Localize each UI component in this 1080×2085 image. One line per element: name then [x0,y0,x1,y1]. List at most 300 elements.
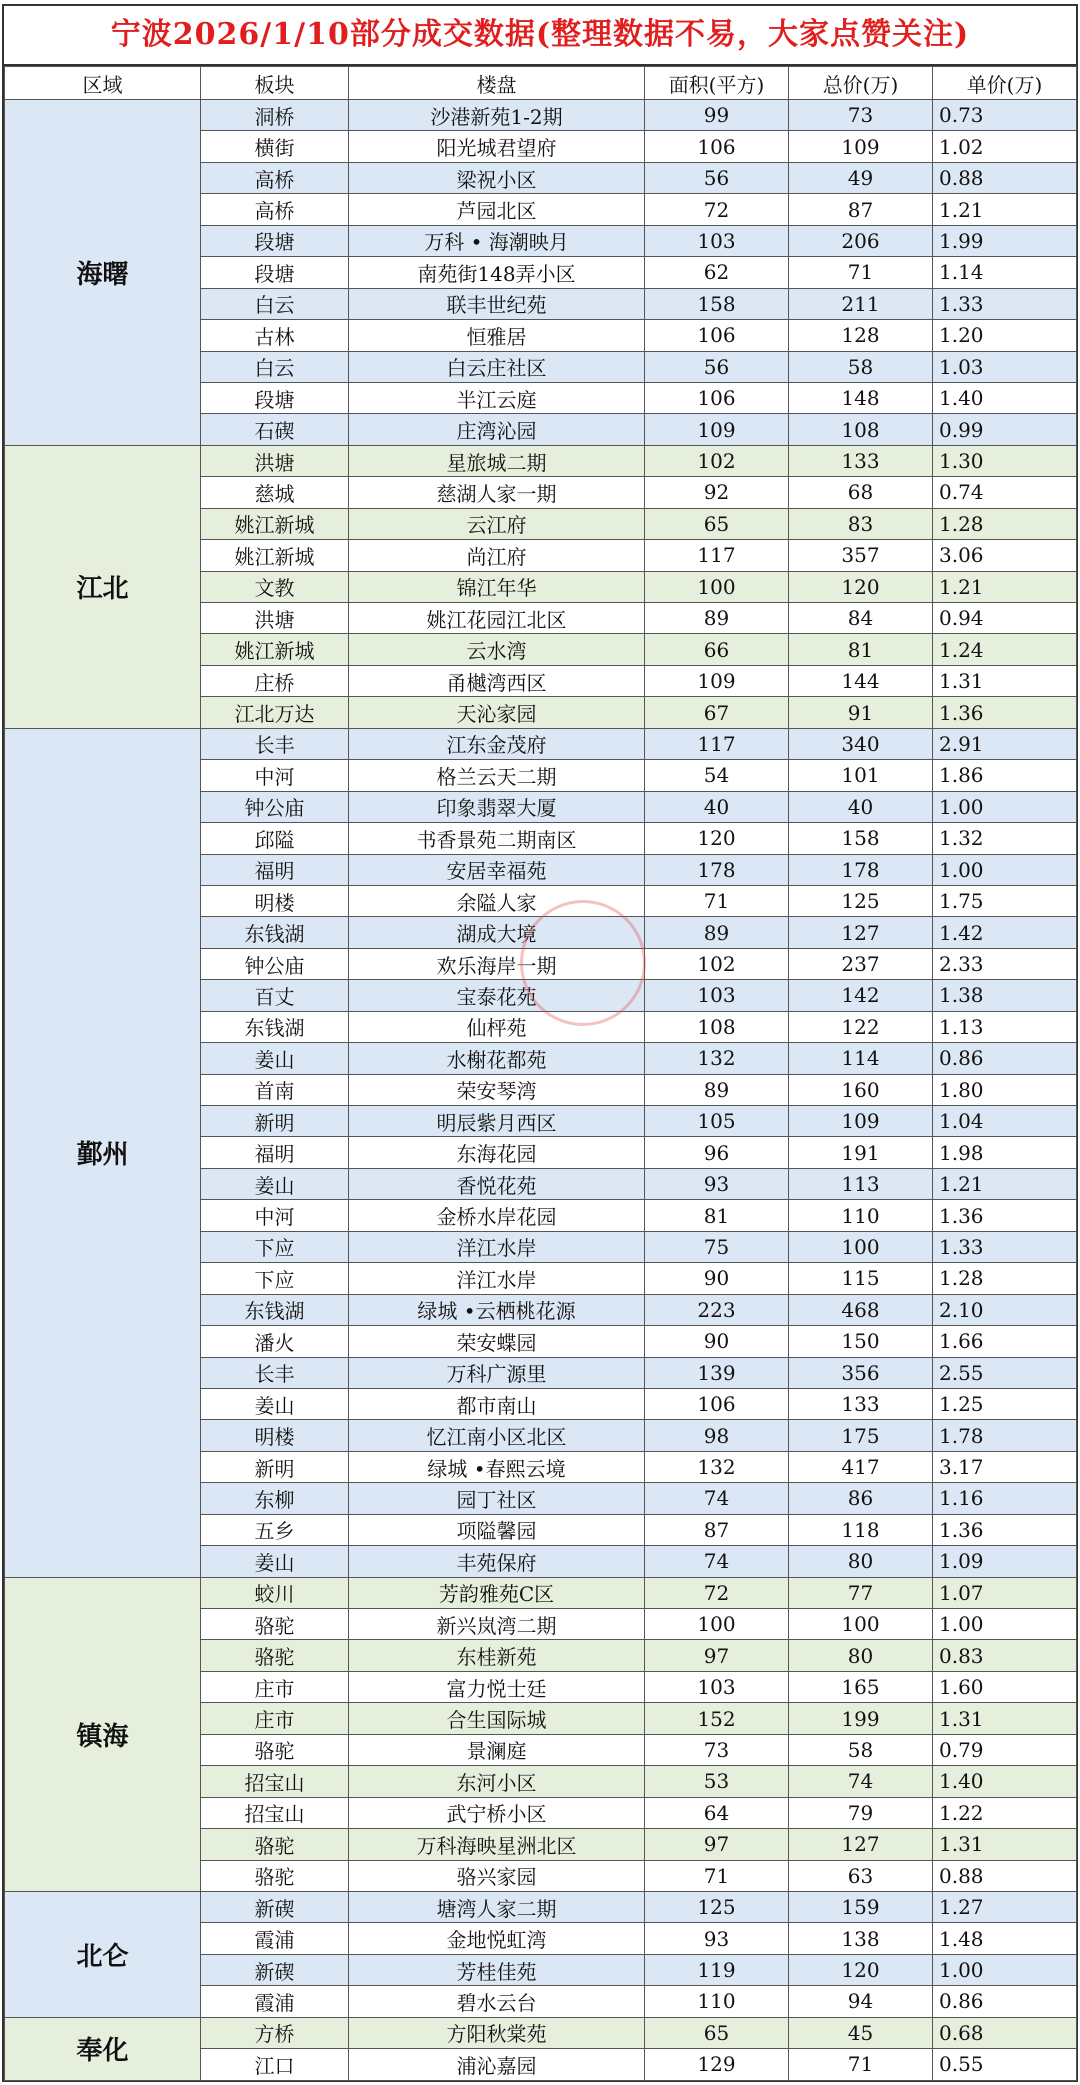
total-price-cell: 115 [789,1263,933,1294]
area-cell: 106 [645,131,789,162]
area-cell: 125 [645,1891,789,1922]
area-cell: 105 [645,1106,789,1137]
unit-price-cell: 0.83 [933,1640,1077,1671]
estate-cell: 绿城 •春熙云境 [349,1451,645,1482]
total-price-cell: 80 [789,1546,933,1577]
unit-price-cell: 1.20 [933,320,1077,351]
unit-price-cell: 3.06 [933,540,1077,571]
area-cell: 56 [645,162,789,193]
area-cell: 119 [645,1954,789,1985]
unit-price-cell: 1.33 [933,1231,1077,1262]
total-price-cell: 58 [789,351,933,382]
estate-cell: 明辰紫月西区 [349,1106,645,1137]
block-cell: 潘火 [201,1326,349,1357]
block-cell: 白云 [201,351,349,382]
total-price-cell: 237 [789,948,933,979]
block-cell: 骆驼 [201,1860,349,1891]
block-cell: 江北万达 [201,697,349,728]
estate-cell: 安居幸福苑 [349,854,645,885]
area-cell: 72 [645,1577,789,1608]
block-cell: 骆驼 [201,1734,349,1765]
estate-cell: 武宁桥小区 [349,1797,645,1828]
total-price-cell: 357 [789,540,933,571]
unit-price-cell: 1.21 [933,571,1077,602]
estate-cell: 洋江水岸 [349,1231,645,1262]
block-cell: 庄桥 [201,665,349,696]
total-price-cell: 468 [789,1294,933,1325]
area-cell: 62 [645,257,789,288]
block-cell: 东钱湖 [201,1011,349,1042]
area-cell: 102 [645,445,789,476]
header-region: 区域 [5,67,201,100]
block-cell: 骆驼 [201,1829,349,1860]
total-price-cell: 133 [789,1388,933,1419]
unit-price-cell: 1.31 [933,665,1077,696]
table-row [5,2017,1077,2048]
area-cell: 74 [645,1483,789,1514]
block-cell: 东柳 [201,1483,349,1514]
total-price-cell: 159 [789,1891,933,1922]
unit-price-cell: 1.66 [933,1326,1077,1357]
total-price-cell: 77 [789,1577,933,1608]
block-cell: 文教 [201,571,349,602]
total-price-cell: 118 [789,1514,933,1545]
unit-price-cell: 1.16 [933,1483,1077,1514]
total-price-cell: 79 [789,1797,933,1828]
unit-price-cell: 1.42 [933,917,1077,948]
area-cell: 81 [645,1200,789,1231]
estate-cell: 万科海映星洲北区 [349,1829,645,1860]
total-price-cell: 114 [789,1043,933,1074]
estate-cell: 洋江水岸 [349,1263,645,1294]
area-cell: 106 [645,1388,789,1419]
block-cell: 骆驼 [201,1609,349,1640]
area-cell: 109 [645,414,789,445]
block-cell: 中河 [201,760,349,791]
area-cell: 92 [645,477,789,508]
unit-price-cell: 1.21 [933,1168,1077,1199]
block-cell: 百丈 [201,980,349,1011]
unit-price-cell: 1.13 [933,1011,1077,1042]
area-cell: 89 [645,1074,789,1105]
total-price-cell: 133 [789,445,933,476]
unit-price-cell: 2.55 [933,1357,1077,1388]
unit-price-cell: 1.04 [933,1106,1077,1137]
transaction-table [4,66,1077,2081]
block-cell: 新明 [201,1106,349,1137]
total-price-cell: 80 [789,1640,933,1671]
area-cell: 100 [645,1609,789,1640]
block-cell: 招宝山 [201,1797,349,1828]
area-cell: 40 [645,791,789,822]
unit-price-cell: 1.86 [933,760,1077,791]
region-cell: 海曙 [5,100,201,446]
total-price-cell: 110 [789,1200,933,1231]
estate-cell: 仙枰苑 [349,1011,645,1042]
area-cell: 97 [645,1829,789,1860]
area-cell: 71 [645,885,789,916]
unit-price-cell: 2.10 [933,1294,1077,1325]
header-area: 面积(平方) [645,67,789,100]
total-price-cell: 148 [789,382,933,413]
block-cell: 东钱湖 [201,1294,349,1325]
block-cell: 新碶 [201,1954,349,1985]
block-cell: 首南 [201,1074,349,1105]
estate-cell: 沙港新苑1-2期 [349,100,645,131]
table-row [5,1891,1077,1922]
estate-cell: 白云庄社区 [349,351,645,382]
unit-price-cell: 0.74 [933,477,1077,508]
total-price-cell: 86 [789,1483,933,1514]
area-cell: 65 [645,508,789,539]
total-price-cell: 49 [789,162,933,193]
estate-cell: 欢乐海岸一期 [349,948,645,979]
estate-cell: 荣安琴湾 [349,1074,645,1105]
area-cell: 96 [645,1137,789,1168]
area-cell: 108 [645,1011,789,1042]
block-cell: 洪塘 [201,603,349,634]
unit-price-cell: 1.25 [933,1388,1077,1419]
unit-price-cell: 1.31 [933,1703,1077,1734]
estate-cell: 新兴岚湾二期 [349,1609,645,1640]
area-cell: 89 [645,917,789,948]
total-price-cell: 199 [789,1703,933,1734]
block-cell: 段塘 [201,257,349,288]
block-cell: 新明 [201,1451,349,1482]
block-cell: 中河 [201,1200,349,1231]
unit-price-cell: 3.17 [933,1451,1077,1482]
block-cell: 姚江新城 [201,508,349,539]
unit-price-cell: 1.00 [933,791,1077,822]
block-cell: 姜山 [201,1168,349,1199]
area-cell: 158 [645,288,789,319]
total-price-cell: 160 [789,1074,933,1105]
estate-cell: 万科 • 海潮映月 [349,225,645,256]
area-cell: 102 [645,948,789,979]
estate-cell: 荣安蝶园 [349,1326,645,1357]
estate-cell: 芳桂佳苑 [349,1954,645,1985]
block-cell: 洞桥 [201,100,349,131]
area-cell: 117 [645,540,789,571]
estate-cell: 庄湾沁园 [349,414,645,445]
total-price-cell: 71 [789,257,933,288]
block-cell: 高桥 [201,162,349,193]
total-price-cell: 340 [789,728,933,759]
estate-cell: 万科广源里 [349,1357,645,1388]
unit-price-cell: 1.07 [933,1577,1077,1608]
region-cell: 江北 [5,445,201,728]
block-cell: 五乡 [201,1514,349,1545]
total-price-cell: 127 [789,1829,933,1860]
page-title: 宁波2026/1/10部分成交数据(整理数据不易，大家点赞关注) [4,6,1076,66]
block-cell: 下应 [201,1231,349,1262]
estate-cell: 恒雅居 [349,320,645,351]
total-price-cell: 108 [789,414,933,445]
estate-cell: 甬樾湾西区 [349,665,645,696]
area-cell: 53 [645,1766,789,1797]
estate-cell: 方阳秋棠苑 [349,2017,645,2048]
total-price-cell: 206 [789,225,933,256]
data-sheet [2,4,1078,2082]
estate-cell: 尚江府 [349,540,645,571]
unit-price-cell: 1.24 [933,634,1077,665]
estate-cell: 联丰世纪苑 [349,288,645,319]
estate-cell: 阳光城君望府 [349,131,645,162]
estate-cell: 景澜庭 [349,1734,645,1765]
total-price-cell: 175 [789,1420,933,1451]
area-cell: 71 [645,1860,789,1891]
unit-price-cell: 1.38 [933,980,1077,1011]
unit-price-cell: 1.48 [933,1923,1077,1954]
total-price-cell: 125 [789,885,933,916]
unit-price-cell: 1.00 [933,854,1077,885]
unit-price-cell: 0.99 [933,414,1077,445]
unit-price-cell: 1.09 [933,1546,1077,1577]
total-price-cell: 81 [789,634,933,665]
total-price-cell: 83 [789,508,933,539]
region-cell: 鄞州 [5,728,201,1577]
area-cell: 178 [645,854,789,885]
block-cell: 钟公庙 [201,948,349,979]
area-cell: 106 [645,320,789,351]
estate-cell: 慈湖人家一期 [349,477,645,508]
area-cell: 132 [645,1043,789,1074]
table-row [5,445,1077,476]
total-price-cell: 113 [789,1168,933,1199]
total-price-cell: 58 [789,1734,933,1765]
unit-price-cell: 0.55 [933,2049,1077,2080]
unit-price-cell: 1.36 [933,1200,1077,1231]
area-cell: 103 [645,1671,789,1702]
area-cell: 152 [645,1703,789,1734]
estate-cell: 都市南山 [349,1388,645,1419]
unit-price-cell: 1.00 [933,1954,1077,1985]
block-cell: 段塘 [201,382,349,413]
area-cell: 97 [645,1640,789,1671]
area-cell: 90 [645,1263,789,1294]
area-cell: 109 [645,665,789,696]
unit-price-cell: 0.86 [933,1043,1077,1074]
total-price-cell: 109 [789,1106,933,1137]
total-price-cell: 142 [789,980,933,1011]
estate-cell: 浦沁嘉园 [349,2049,645,2080]
total-price-cell: 109 [789,131,933,162]
table-body [5,100,1077,2081]
unit-price-cell: 0.88 [933,162,1077,193]
estate-cell: 东河小区 [349,1766,645,1797]
area-cell: 87 [645,1514,789,1545]
area-cell: 64 [645,1797,789,1828]
unit-price-cell: 0.94 [933,603,1077,634]
estate-cell: 富力悦士廷 [349,1671,645,1702]
area-cell: 106 [645,382,789,413]
estate-cell: 半江云庭 [349,382,645,413]
block-cell: 姚江新城 [201,634,349,665]
estate-cell: 余隘人家 [349,885,645,916]
area-cell: 132 [645,1451,789,1482]
block-cell: 段塘 [201,225,349,256]
estate-cell: 云水湾 [349,634,645,665]
total-price-cell: 122 [789,1011,933,1042]
estate-cell: 东海花园 [349,1137,645,1168]
block-cell: 霞浦 [201,1923,349,1954]
area-cell: 75 [645,1231,789,1262]
estate-cell: 塘湾人家二期 [349,1891,645,1922]
block-cell: 下应 [201,1263,349,1294]
block-cell: 蛟川 [201,1577,349,1608]
total-price-cell: 144 [789,665,933,696]
area-cell: 98 [645,1420,789,1451]
total-price-cell: 158 [789,823,933,854]
estate-cell: 绿城 •云栖桃花源 [349,1294,645,1325]
total-price-cell: 74 [789,1766,933,1797]
block-cell: 古林 [201,320,349,351]
total-price-cell: 73 [789,100,933,131]
unit-price-cell: 1.00 [933,1609,1077,1640]
area-cell: 90 [645,1326,789,1357]
block-cell: 长丰 [201,728,349,759]
total-price-cell: 63 [789,1860,933,1891]
estate-cell: 金桥水岸花园 [349,1200,645,1231]
unit-price-cell: 1.60 [933,1671,1077,1702]
area-cell: 89 [645,603,789,634]
area-cell: 120 [645,823,789,854]
estate-cell: 梁祝小区 [349,162,645,193]
header-estate: 楼盘 [349,67,645,100]
total-price-cell: 94 [789,1986,933,2017]
block-cell: 霞浦 [201,1986,349,2017]
table-row [5,1577,1077,1608]
area-cell: 73 [645,1734,789,1765]
block-cell: 白云 [201,288,349,319]
unit-price-cell: 1.21 [933,194,1077,225]
estate-cell: 南苑街148弄小区 [349,257,645,288]
block-cell: 石碶 [201,414,349,445]
unit-price-cell: 1.27 [933,1891,1077,1922]
header-total-price: 总价(万) [789,67,933,100]
unit-price-cell: 1.36 [933,1514,1077,1545]
total-price-cell: 71 [789,2049,933,2080]
unit-price-cell: 1.31 [933,1829,1077,1860]
unit-price-cell: 0.79 [933,1734,1077,1765]
estate-cell: 香悦花苑 [349,1168,645,1199]
block-cell: 横街 [201,131,349,162]
unit-price-cell: 1.36 [933,697,1077,728]
estate-cell: 丰苑保府 [349,1546,645,1577]
area-cell: 129 [645,2049,789,2080]
area-cell: 223 [645,1294,789,1325]
total-price-cell: 128 [789,320,933,351]
unit-price-cell: 0.88 [933,1860,1077,1891]
estate-cell: 东桂新苑 [349,1640,645,1671]
header-block: 板块 [201,67,349,100]
table-row [5,728,1077,759]
unit-price-cell: 1.14 [933,257,1077,288]
area-cell: 100 [645,571,789,602]
area-cell: 93 [645,1923,789,1954]
total-price-cell: 87 [789,194,933,225]
estate-cell: 碧水云台 [349,1986,645,2017]
region-cell: 奉化 [5,2017,201,2080]
unit-price-cell: 2.33 [933,948,1077,979]
total-price-cell: 101 [789,760,933,791]
total-price-cell: 40 [789,791,933,822]
block-cell: 招宝山 [201,1766,349,1797]
block-cell: 姜山 [201,1043,349,1074]
block-cell: 邱隘 [201,823,349,854]
area-cell: 103 [645,980,789,1011]
block-cell: 庄市 [201,1671,349,1702]
total-price-cell: 100 [789,1609,933,1640]
unit-price-cell: 1.22 [933,1797,1077,1828]
total-price-cell: 45 [789,2017,933,2048]
header-unit-price: 单价(万) [933,67,1077,100]
estate-cell: 湖成大境 [349,917,645,948]
total-price-cell: 127 [789,917,933,948]
unit-price-cell: 1.40 [933,382,1077,413]
total-price-cell: 138 [789,1923,933,1954]
estate-cell: 星旅城二期 [349,445,645,476]
area-cell: 72 [645,194,789,225]
header-row [5,67,1077,100]
total-price-cell: 120 [789,571,933,602]
unit-price-cell: 1.75 [933,885,1077,916]
area-cell: 67 [645,697,789,728]
estate-cell: 合生国际城 [349,1703,645,1734]
unit-price-cell: 1.02 [933,131,1077,162]
unit-price-cell: 0.73 [933,100,1077,131]
area-cell: 103 [645,225,789,256]
table-row [5,100,1077,131]
estate-cell: 骆兴家园 [349,1860,645,1891]
total-price-cell: 100 [789,1231,933,1262]
estate-cell: 格兰云天二期 [349,760,645,791]
unit-price-cell: 1.98 [933,1137,1077,1168]
estate-cell: 姚江花园江北区 [349,603,645,634]
total-price-cell: 356 [789,1357,933,1388]
total-price-cell: 417 [789,1451,933,1482]
area-cell: 99 [645,100,789,131]
area-cell: 56 [645,351,789,382]
total-price-cell: 178 [789,854,933,885]
unit-price-cell: 1.28 [933,508,1077,539]
area-cell: 54 [645,760,789,791]
unit-price-cell: 1.30 [933,445,1077,476]
block-cell: 明楼 [201,885,349,916]
block-cell: 庄市 [201,1703,349,1734]
unit-price-cell: 2.91 [933,728,1077,759]
area-cell: 66 [645,634,789,665]
estate-cell: 宝泰花苑 [349,980,645,1011]
block-cell: 慈城 [201,477,349,508]
area-cell: 110 [645,1986,789,2017]
block-cell: 新碶 [201,1891,349,1922]
estate-cell: 天沁家园 [349,697,645,728]
block-cell: 洪塘 [201,445,349,476]
unit-price-cell: 1.28 [933,1263,1077,1294]
estate-cell: 忆江南小区北区 [349,1420,645,1451]
block-cell: 明楼 [201,1420,349,1451]
estate-cell: 云江府 [349,508,645,539]
estate-cell: 锦江年华 [349,571,645,602]
unit-price-cell: 1.40 [933,1766,1077,1797]
estate-cell: 水榭花都苑 [349,1043,645,1074]
region-cell: 北仑 [5,1891,201,2017]
estate-cell: 印象翡翠大厦 [349,791,645,822]
region-cell: 镇海 [5,1577,201,1891]
estate-cell: 芳韵雅苑C区 [349,1577,645,1608]
area-cell: 139 [645,1357,789,1388]
